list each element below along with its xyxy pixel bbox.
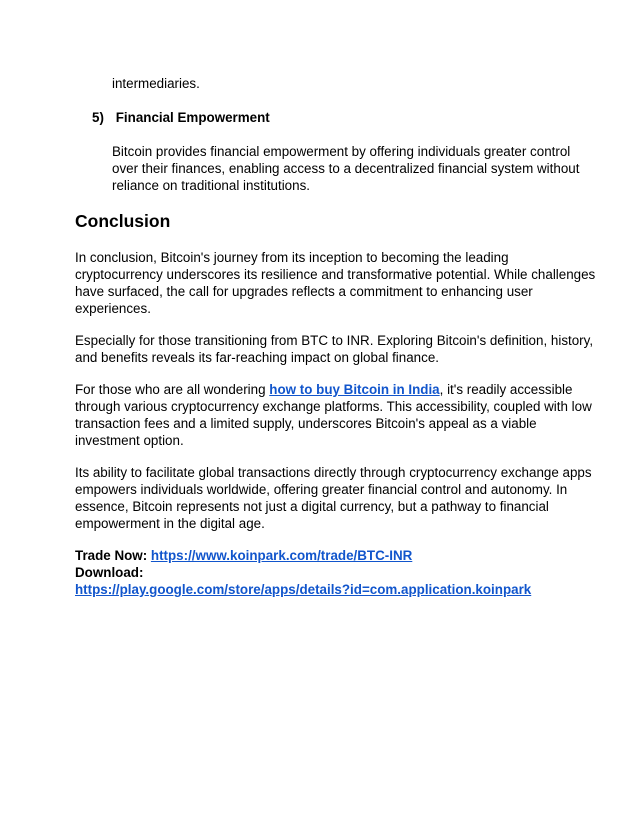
conclusion-paragraph-3 xyxy=(75,381,592,449)
paragraph-line: experiences. xyxy=(75,301,151,316)
list-item-line: over their finances, enabling access to a decentralized financial system without xyxy=(112,161,580,176)
download-link[interactable]: https://play.google.com/store/apps/details?id=com.application.koinpark xyxy=(75,582,532,597)
trade-now-line xyxy=(75,547,565,564)
paragraph-text: , it's readily accessible xyxy=(439,382,573,397)
paragraph-line-with-link xyxy=(75,381,573,398)
section-title: Conclusion xyxy=(75,211,171,231)
trade-now-link[interactable]: https://www.koinpark.com/trade/BTC-INR xyxy=(150,548,413,563)
footer-links xyxy=(75,547,565,598)
paragraph-line: In conclusion, Bitcoin's journey from its inception to becoming the leading xyxy=(75,250,509,265)
paragraph-line: Especially for those transitioning from BTC to INR. Exploring Bitcoin's definition, history, xyxy=(75,333,594,348)
paragraph-line: transaction fees and a limited supply, underscores Bitcoin's appeal as a viable xyxy=(75,416,537,431)
conclusion-paragraph-1 xyxy=(75,249,596,317)
paragraph-line: essence, Bitcoin represents not just a digital currency, but a pathway to financial xyxy=(75,499,549,514)
paragraph-line: empowers individuals worldwide, offering greater financial control and autonomy. In xyxy=(75,482,568,497)
trade-now-label: Trade Now: xyxy=(75,548,151,563)
list-item-title: Financial Empowerment xyxy=(115,110,270,125)
conclusion-paragraph-4 xyxy=(75,464,592,532)
list-item-heading xyxy=(92,109,270,126)
paragraph-line: through various cryptocurrency exchange platforms. This accessibility, coupled with low xyxy=(75,399,592,414)
paragraph-line: and benefits reveals its far-reaching impact on global finance. xyxy=(75,350,439,365)
paragraph-line: empowerment in the digital age. xyxy=(75,516,265,531)
conclusion-paragraph-2 xyxy=(75,332,594,366)
paragraph-line: cryptocurrency underscores its resilience and transformative potential. While challenges xyxy=(75,267,596,282)
download-line xyxy=(75,581,565,598)
list-continuation-text: intermediaries. xyxy=(112,76,200,91)
buy-bitcoin-india-link[interactable]: how to buy Bitcoin in India xyxy=(269,382,440,397)
list-continuation xyxy=(112,75,582,92)
paragraph-line: investment option. xyxy=(75,433,184,448)
list-item-body xyxy=(112,143,582,194)
list-item-line: Bitcoin provides financial empowerment by offering individuals greater control xyxy=(112,144,571,159)
paragraph-text: For those who are all wondering xyxy=(75,382,270,397)
list-item-line: reliance on traditional institutions. xyxy=(112,178,310,193)
paragraph-line: Its ability to facilitate global transactions directly through cryptocurrency exchange apps xyxy=(75,465,592,480)
download-label: Download: xyxy=(75,565,144,580)
paragraph-line: have surfaced, the call for upgrades reflects a commitment to enhancing user xyxy=(75,284,533,299)
list-item-number: 5) xyxy=(92,110,104,125)
